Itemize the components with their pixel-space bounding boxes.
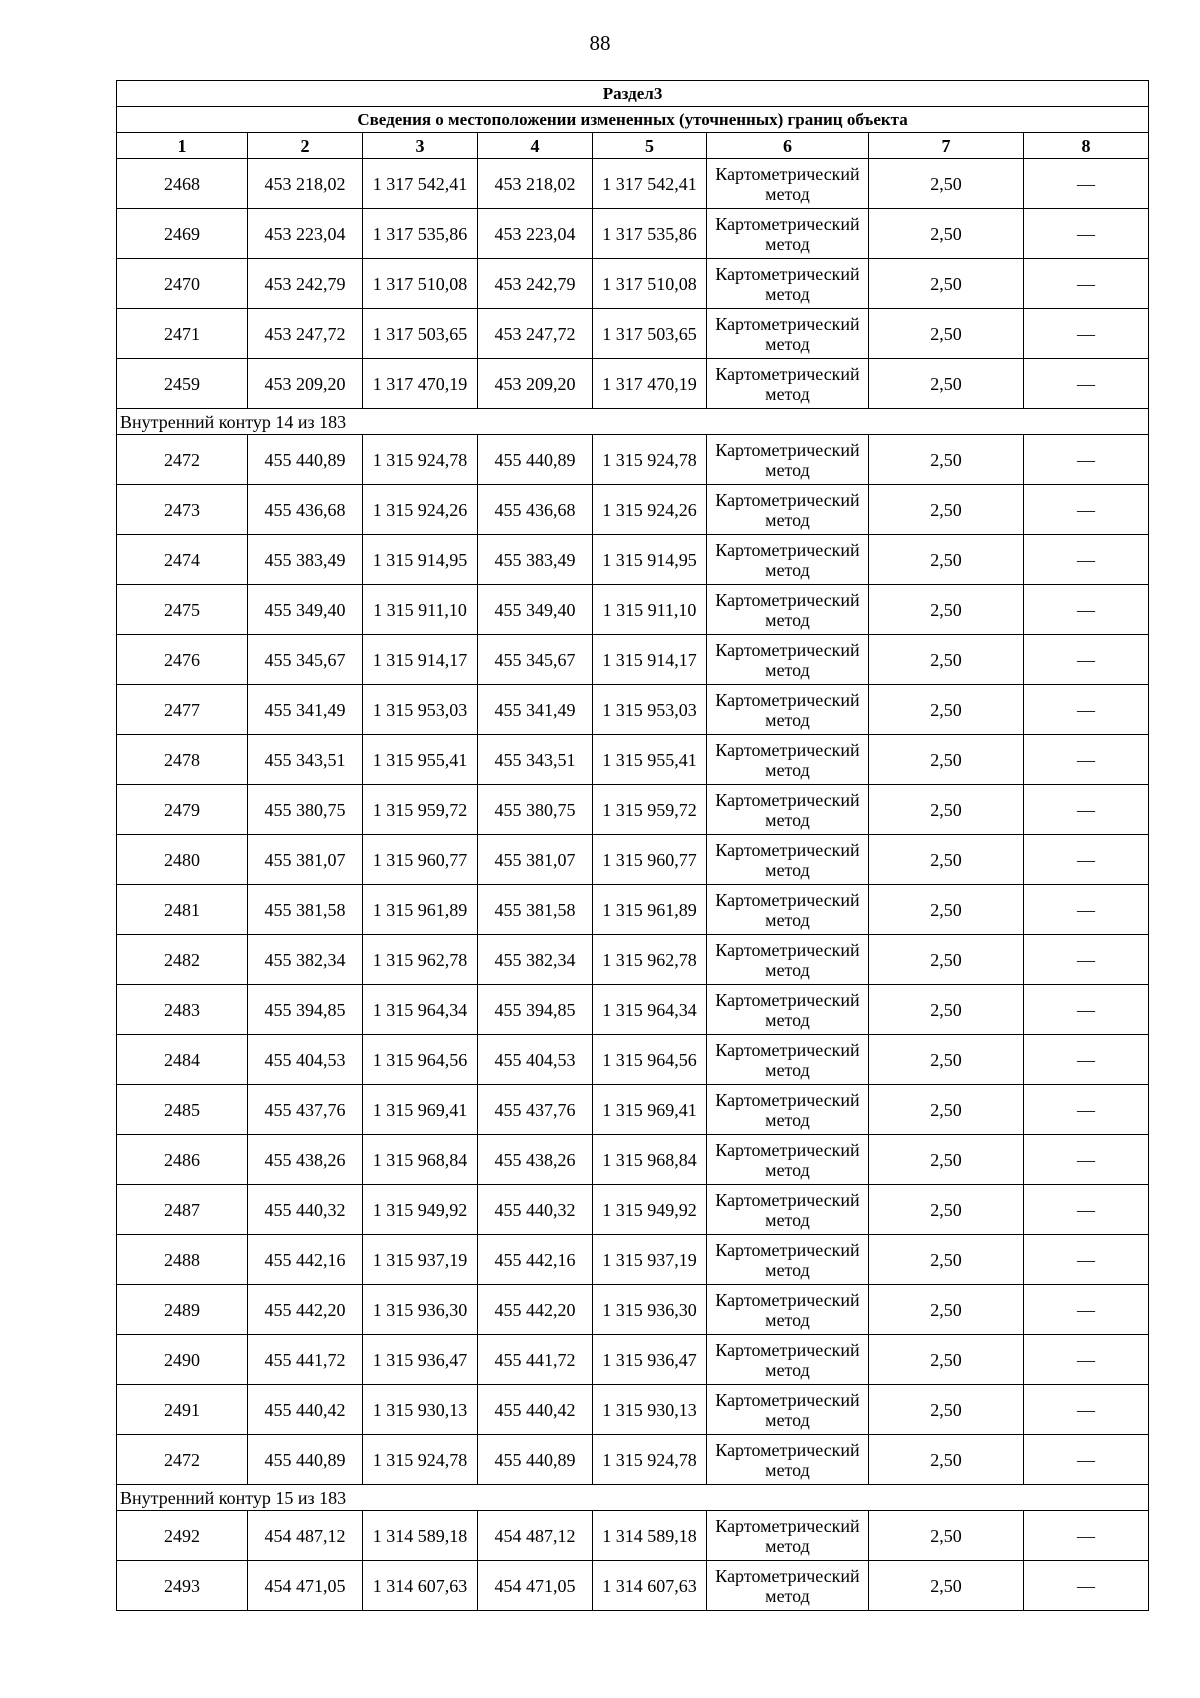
point-number-cell: 2478: [117, 735, 248, 785]
x-old-cell: 455 441,72: [248, 1335, 363, 1385]
y-old-cell: 1 315 959,72: [363, 785, 478, 835]
point-number-cell: 2483: [117, 985, 248, 1035]
method-cell: Картометрический метод: [707, 1335, 869, 1385]
y-old-cell: 1 315 914,17: [363, 635, 478, 685]
x-old-cell: 455 382,34: [248, 935, 363, 985]
note-cell: —: [1024, 259, 1149, 309]
method-cell: Картометрический метод: [707, 1235, 869, 1285]
y-new-cell: 1 315 924,78: [593, 1435, 707, 1485]
accuracy-cell: 2,50: [869, 735, 1024, 785]
x-new-cell: 455 382,34: [478, 935, 593, 985]
note-cell: —: [1024, 209, 1149, 259]
y-new-cell: 1 317 535,86: [593, 209, 707, 259]
note-cell: —: [1024, 1085, 1149, 1135]
y-new-cell: 1 315 962,78: [593, 935, 707, 985]
table-row: [117, 1385, 1149, 1435]
x-old-cell: 455 440,89: [248, 435, 363, 485]
point-number-cell: 2470: [117, 259, 248, 309]
note-cell: —: [1024, 1385, 1149, 1435]
point-number-cell: 2471: [117, 309, 248, 359]
y-new-cell: 1 315 955,41: [593, 735, 707, 785]
y-old-cell: 1 315 936,47: [363, 1335, 478, 1385]
accuracy-cell: 2,50: [869, 485, 1024, 535]
y-new-cell: 1 315 953,03: [593, 685, 707, 735]
table-row: [117, 835, 1149, 885]
column-number: 3: [363, 133, 478, 159]
x-old-cell: 455 442,16: [248, 1235, 363, 1285]
y-old-cell: 1 315 955,41: [363, 735, 478, 785]
x-old-cell: 455 349,40: [248, 585, 363, 635]
y-new-cell: 1 317 470,19: [593, 359, 707, 409]
x-new-cell: 453 223,04: [478, 209, 593, 259]
method-cell: Картометрический метод: [707, 159, 869, 209]
y-old-cell: 1 315 969,41: [363, 1085, 478, 1135]
x-new-cell: 455 441,72: [478, 1335, 593, 1385]
x-old-cell: 455 381,58: [248, 885, 363, 935]
y-old-cell: 1 315 911,10: [363, 585, 478, 635]
note-cell: —: [1024, 835, 1149, 885]
x-old-cell: 455 442,20: [248, 1285, 363, 1335]
point-number-cell: 2480: [117, 835, 248, 885]
accuracy-cell: 2,50: [869, 359, 1024, 409]
note-cell: —: [1024, 1235, 1149, 1285]
accuracy-cell: 2,50: [869, 1435, 1024, 1485]
method-cell: Картометрический метод: [707, 685, 869, 735]
y-old-cell: 1 315 914,95: [363, 535, 478, 585]
point-number-cell: 2468: [117, 159, 248, 209]
x-new-cell: 455 343,51: [478, 735, 593, 785]
accuracy-cell: 2,50: [869, 635, 1024, 685]
x-new-cell: 453 242,79: [478, 259, 593, 309]
table-row: [117, 985, 1149, 1035]
point-number-cell: 2481: [117, 885, 248, 935]
x-old-cell: 454 487,12: [248, 1511, 363, 1561]
x-new-cell: 455 383,49: [478, 535, 593, 585]
boundary-coordinates-table: [116, 80, 1149, 1611]
x-new-cell: 453 218,02: [478, 159, 593, 209]
y-old-cell: 1 314 589,18: [363, 1511, 478, 1561]
y-old-cell: 1 315 930,13: [363, 1385, 478, 1435]
table-body: [117, 81, 1149, 1611]
table-title: Сведения о местоположении измененных (уточненных) границ объекта: [117, 107, 1149, 133]
method-cell: Картометрический метод: [707, 535, 869, 585]
y-new-cell: 1 315 936,30: [593, 1285, 707, 1335]
x-old-cell: 455 436,68: [248, 485, 363, 535]
table-row: [117, 435, 1149, 485]
method-cell: Картометрический метод: [707, 1285, 869, 1335]
x-old-cell: 455 404,53: [248, 1035, 363, 1085]
note-cell: —: [1024, 535, 1149, 585]
y-new-cell: 1 317 542,41: [593, 159, 707, 209]
x-old-cell: 455 345,67: [248, 635, 363, 685]
y-new-cell: 1 315 937,19: [593, 1235, 707, 1285]
point-number-cell: 2476: [117, 635, 248, 685]
note-cell: —: [1024, 435, 1149, 485]
x-new-cell: 454 471,05: [478, 1561, 593, 1611]
y-new-cell: 1 315 964,34: [593, 985, 707, 1035]
contour-header-row: [117, 1485, 1149, 1511]
x-new-cell: 453 247,72: [478, 309, 593, 359]
y-new-cell: 1 315 964,56: [593, 1035, 707, 1085]
x-old-cell: 453 209,20: [248, 359, 363, 409]
x-new-cell: 455 404,53: [478, 1035, 593, 1085]
method-cell: Картометрический метод: [707, 635, 869, 685]
y-old-cell: 1 317 542,41: [363, 159, 478, 209]
accuracy-cell: 2,50: [869, 1085, 1024, 1135]
y-new-cell: 1 315 924,78: [593, 435, 707, 485]
method-cell: Картометрический метод: [707, 1035, 869, 1085]
x-old-cell: 455 440,42: [248, 1385, 363, 1435]
x-new-cell: 455 436,68: [478, 485, 593, 535]
point-number-cell: 2472: [117, 1435, 248, 1485]
x-old-cell: 455 438,26: [248, 1135, 363, 1185]
column-number: 7: [869, 133, 1024, 159]
note-cell: —: [1024, 885, 1149, 935]
note-cell: —: [1024, 159, 1149, 209]
page-number: 88: [589, 31, 611, 55]
method-cell: Картометрический метод: [707, 359, 869, 409]
y-old-cell: 1 315 964,56: [363, 1035, 478, 1085]
table-row: [117, 535, 1149, 585]
note-cell: —: [1024, 1435, 1149, 1485]
x-old-cell: 455 437,76: [248, 1085, 363, 1135]
note-cell: —: [1024, 485, 1149, 535]
method-cell: Картометрический метод: [707, 785, 869, 835]
x-old-cell: 455 440,32: [248, 1185, 363, 1235]
note-cell: —: [1024, 785, 1149, 835]
table-row: [117, 1085, 1149, 1135]
method-cell: Картометрический метод: [707, 1085, 869, 1135]
accuracy-cell: 2,50: [869, 1285, 1024, 1335]
y-old-cell: 1 315 936,30: [363, 1285, 478, 1335]
x-new-cell: 455 394,85: [478, 985, 593, 1035]
table-row: [117, 1561, 1149, 1611]
accuracy-cell: 2,50: [869, 1235, 1024, 1285]
table-row: [117, 1135, 1149, 1185]
table-row: [117, 485, 1149, 535]
table-row: [117, 1285, 1149, 1335]
note-cell: —: [1024, 735, 1149, 785]
y-old-cell: 1 315 953,03: [363, 685, 478, 735]
x-old-cell: 453 242,79: [248, 259, 363, 309]
column-number: 4: [478, 133, 593, 159]
method-cell: Картометрический метод: [707, 885, 869, 935]
y-new-cell: 1 315 936,47: [593, 1335, 707, 1385]
note-cell: —: [1024, 635, 1149, 685]
table-row: [117, 1435, 1149, 1485]
x-old-cell: 454 471,05: [248, 1561, 363, 1611]
column-number: 6: [707, 133, 869, 159]
method-cell: Картометрический метод: [707, 1135, 869, 1185]
method-cell: Картометрический метод: [707, 985, 869, 1035]
point-number-cell: 2472: [117, 435, 248, 485]
y-new-cell: 1 315 914,95: [593, 535, 707, 585]
x-new-cell: 454 487,12: [478, 1511, 593, 1561]
x-new-cell: 455 381,07: [478, 835, 593, 885]
method-cell: Картометрический метод: [707, 1511, 869, 1561]
x-new-cell: 455 438,26: [478, 1135, 593, 1185]
method-cell: Картометрический метод: [707, 1561, 869, 1611]
method-cell: Картометрический метод: [707, 935, 869, 985]
x-old-cell: 455 381,07: [248, 835, 363, 885]
y-new-cell: 1 314 589,18: [593, 1511, 707, 1561]
x-old-cell: 453 223,04: [248, 209, 363, 259]
table-row: [117, 359, 1149, 409]
y-new-cell: 1 315 959,72: [593, 785, 707, 835]
x-new-cell: 455 381,58: [478, 885, 593, 935]
point-number-cell: 2489: [117, 1285, 248, 1335]
x-old-cell: 455 383,49: [248, 535, 363, 585]
method-cell: Картометрический метод: [707, 309, 869, 359]
note-cell: —: [1024, 1135, 1149, 1185]
note-cell: —: [1024, 935, 1149, 985]
point-number-cell: 2491: [117, 1385, 248, 1435]
point-number-cell: 2474: [117, 535, 248, 585]
method-cell: Картометрический метод: [707, 735, 869, 785]
point-number-cell: 2469: [117, 209, 248, 259]
note-cell: —: [1024, 359, 1149, 409]
y-old-cell: 1 315 924,78: [363, 1435, 478, 1485]
table-row: [117, 1235, 1149, 1285]
x-new-cell: 455 442,16: [478, 1235, 593, 1285]
point-number-cell: 2459: [117, 359, 248, 409]
note-cell: —: [1024, 309, 1149, 359]
accuracy-cell: 2,50: [869, 835, 1024, 885]
table-row: [117, 785, 1149, 835]
point-number-cell: 2484: [117, 1035, 248, 1085]
note-cell: —: [1024, 1035, 1149, 1085]
x-new-cell: 455 440,32: [478, 1185, 593, 1235]
method-cell: Картометрический метод: [707, 209, 869, 259]
point-number-cell: 2482: [117, 935, 248, 985]
table-row: [117, 1335, 1149, 1385]
point-number-cell: 2493: [117, 1561, 248, 1611]
point-number-cell: 2477: [117, 685, 248, 735]
x-new-cell: 455 440,89: [478, 1435, 593, 1485]
y-old-cell: 1 314 607,63: [363, 1561, 478, 1611]
method-cell: Картометрический метод: [707, 485, 869, 535]
y-old-cell: 1 317 503,65: [363, 309, 478, 359]
y-old-cell: 1 315 962,78: [363, 935, 478, 985]
x-new-cell: 455 341,49: [478, 685, 593, 735]
y-old-cell: 1 317 510,08: [363, 259, 478, 309]
x-old-cell: 453 247,72: [248, 309, 363, 359]
table-row: [117, 159, 1149, 209]
y-new-cell: 1 314 607,63: [593, 1561, 707, 1611]
y-old-cell: 1 317 470,19: [363, 359, 478, 409]
note-cell: —: [1024, 1185, 1149, 1235]
column-number: 8: [1024, 133, 1149, 159]
y-old-cell: 1 315 949,92: [363, 1185, 478, 1235]
point-number-cell: 2488: [117, 1235, 248, 1285]
y-new-cell: 1 315 949,92: [593, 1185, 707, 1235]
method-cell: Картометрический метод: [707, 1385, 869, 1435]
table-row: [117, 209, 1149, 259]
accuracy-cell: 2,50: [869, 1335, 1024, 1385]
point-number-cell: 2490: [117, 1335, 248, 1385]
y-old-cell: 1 315 968,84: [363, 1135, 478, 1185]
table-row: [117, 935, 1149, 985]
x-new-cell: 455 349,40: [478, 585, 593, 635]
x-old-cell: 455 380,75: [248, 785, 363, 835]
contour-label: Внутренний контур 14 из 183: [117, 409, 1149, 435]
accuracy-cell: 2,50: [869, 1035, 1024, 1085]
contour-label: Внутренний контур 15 из 183: [117, 1485, 1149, 1511]
column-number: 2: [248, 133, 363, 159]
point-number-cell: 2492: [117, 1511, 248, 1561]
point-number-cell: 2473: [117, 485, 248, 535]
accuracy-cell: 2,50: [869, 585, 1024, 635]
table-row: [117, 309, 1149, 359]
contour-header-row: [117, 409, 1149, 435]
table-row: [117, 259, 1149, 309]
x-new-cell: 455 440,42: [478, 1385, 593, 1435]
y-old-cell: 1 315 937,19: [363, 1235, 478, 1285]
section-label: Раздел3: [117, 81, 1149, 107]
method-cell: Картометрический метод: [707, 259, 869, 309]
y-new-cell: 1 315 961,89: [593, 885, 707, 935]
accuracy-cell: 2,50: [869, 685, 1024, 735]
accuracy-cell: 2,50: [869, 435, 1024, 485]
note-cell: —: [1024, 985, 1149, 1035]
x-old-cell: 455 394,85: [248, 985, 363, 1035]
note-cell: —: [1024, 1335, 1149, 1385]
point-number-cell: 2486: [117, 1135, 248, 1185]
y-new-cell: 1 315 924,26: [593, 485, 707, 535]
accuracy-cell: 2,50: [869, 1135, 1024, 1185]
accuracy-cell: 2,50: [869, 1561, 1024, 1611]
point-number-cell: 2475: [117, 585, 248, 635]
note-cell: —: [1024, 585, 1149, 635]
accuracy-cell: 2,50: [869, 1385, 1024, 1435]
point-number-cell: 2487: [117, 1185, 248, 1235]
column-number: 5: [593, 133, 707, 159]
y-new-cell: 1 317 503,65: [593, 309, 707, 359]
column-number: 1: [117, 133, 248, 159]
y-new-cell: 1 315 911,10: [593, 585, 707, 635]
y-new-cell: 1 315 914,17: [593, 635, 707, 685]
accuracy-cell: 2,50: [869, 309, 1024, 359]
table-row: [117, 1185, 1149, 1235]
note-cell: —: [1024, 1285, 1149, 1335]
table-row: [117, 685, 1149, 735]
accuracy-cell: 2,50: [869, 1511, 1024, 1561]
y-old-cell: 1 315 924,26: [363, 485, 478, 535]
accuracy-cell: 2,50: [869, 935, 1024, 985]
y-old-cell: 1 315 960,77: [363, 835, 478, 885]
y-new-cell: 1 317 510,08: [593, 259, 707, 309]
accuracy-cell: 2,50: [869, 885, 1024, 935]
accuracy-cell: 2,50: [869, 535, 1024, 585]
accuracy-cell: 2,50: [869, 985, 1024, 1035]
x-old-cell: 455 343,51: [248, 735, 363, 785]
method-cell: Картометрический метод: [707, 585, 869, 635]
x-new-cell: 453 209,20: [478, 359, 593, 409]
method-cell: Картометрический метод: [707, 1435, 869, 1485]
y-old-cell: 1 315 961,89: [363, 885, 478, 935]
accuracy-cell: 2,50: [869, 785, 1024, 835]
note-cell: —: [1024, 1511, 1149, 1561]
method-cell: Картометрический метод: [707, 435, 869, 485]
x-new-cell: 455 345,67: [478, 635, 593, 685]
x-new-cell: 455 437,76: [478, 1085, 593, 1135]
note-cell: —: [1024, 1561, 1149, 1611]
x-old-cell: 453 218,02: [248, 159, 363, 209]
table-row: [117, 1035, 1149, 1085]
section-label-row: [117, 81, 1149, 107]
y-old-cell: 1 315 964,34: [363, 985, 478, 1035]
table-title-row: [117, 107, 1149, 133]
point-number-cell: 2479: [117, 785, 248, 835]
table-row: [117, 635, 1149, 685]
method-cell: Картометрический метод: [707, 1185, 869, 1235]
table-row: [117, 585, 1149, 635]
accuracy-cell: 2,50: [869, 159, 1024, 209]
table-row: [117, 885, 1149, 935]
y-new-cell: 1 315 968,84: [593, 1135, 707, 1185]
y-new-cell: 1 315 930,13: [593, 1385, 707, 1435]
accuracy-cell: 2,50: [869, 1185, 1024, 1235]
note-cell: —: [1024, 685, 1149, 735]
x-old-cell: 455 440,89: [248, 1435, 363, 1485]
x-new-cell: 455 442,20: [478, 1285, 593, 1335]
x-old-cell: 455 341,49: [248, 685, 363, 735]
method-cell: Картометрический метод: [707, 835, 869, 885]
point-number-cell: 2485: [117, 1085, 248, 1135]
table-row: [117, 1511, 1149, 1561]
y-old-cell: 1 315 924,78: [363, 435, 478, 485]
column-number-row: [117, 133, 1149, 159]
x-new-cell: 455 440,89: [478, 435, 593, 485]
y-new-cell: 1 315 969,41: [593, 1085, 707, 1135]
y-old-cell: 1 317 535,86: [363, 209, 478, 259]
y-new-cell: 1 315 960,77: [593, 835, 707, 885]
table-row: [117, 735, 1149, 785]
x-new-cell: 455 380,75: [478, 785, 593, 835]
accuracy-cell: 2,50: [869, 209, 1024, 259]
accuracy-cell: 2,50: [869, 259, 1024, 309]
